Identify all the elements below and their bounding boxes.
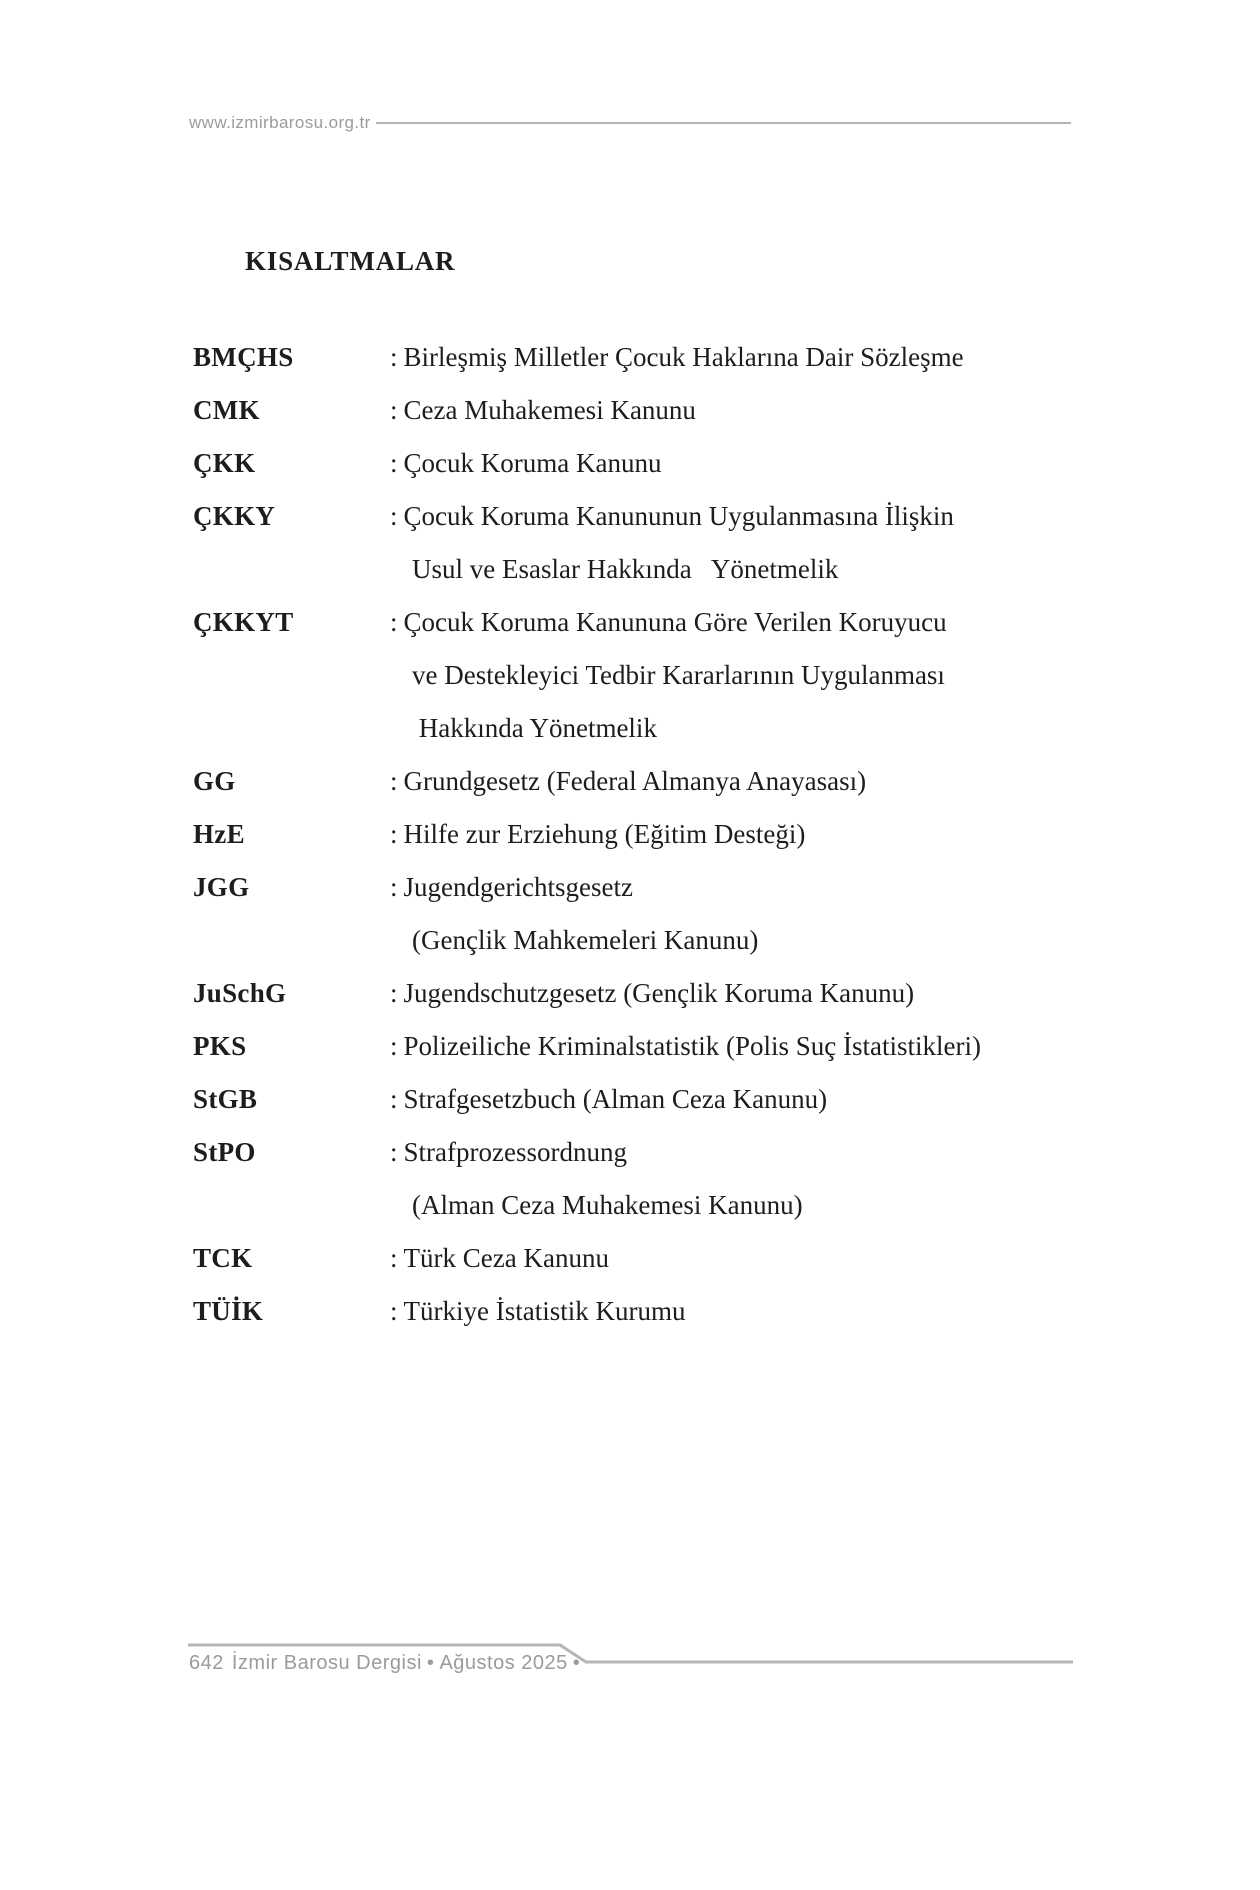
definition-line [390,490,1170,543]
colon-separator: : [390,501,398,531]
footer-page-number: 642 [189,1652,224,1674]
abbreviation-term: PKS [193,1031,247,1061]
abbreviation-row [193,596,1170,755]
abbreviation-row [193,1232,1170,1285]
colon-separator: : [390,1296,398,1326]
abbreviation-term: BMÇHS [193,342,294,372]
footer-bullet: • [426,1652,435,1674]
definition-text: Birleşmiş Milletler Çocuk Haklarına Dair Sözleşme [403,342,964,372]
definition-line [390,1285,1170,1338]
abbreviation-definition [390,1285,1170,1338]
abbreviation-term: CMK [193,395,260,425]
definition-text: Türkiye İstatistik Kurumu [403,1296,686,1326]
abbreviation-definition [390,967,1170,1020]
definition-continuation-line: ve Destekleyici Tedbir Kararlarının Uygulanması [412,660,945,690]
abbreviation-definition [390,437,1170,490]
abbreviation-row [193,808,1170,861]
abbreviation-row [193,967,1170,1020]
abbreviation-term: GG [193,766,236,796]
abbreviation-term: TÜİK [193,1296,264,1326]
abbreviation-row [193,490,1170,596]
abbreviation-definition [390,596,1170,755]
definition-text: Polizeiliche Kriminalstatistik (Polis Suç İstatistikleri) [403,1031,981,1061]
definition-text: Çocuk Koruma Kanununun Uygulanmasına İlişkin [403,501,954,531]
definition-text: Çocuk Koruma Kanununa Göre Verilen Koruyucu [403,607,947,637]
definition-line [390,755,1170,808]
page-header [189,112,1071,134]
abbreviation-definition [390,384,1170,437]
abbreviation-term: ÇKKYT [193,607,294,637]
definition-text: Jugendgerichtsgesetz [403,872,633,902]
abbreviation-definition [390,861,1170,967]
abbreviation-term: JuSchG [193,978,287,1008]
definition-text: Türk Ceza Kanunu [403,1243,609,1273]
abbreviation-row [193,1126,1170,1232]
footer-journal-name: İzmir Barosu Dergisi [231,1652,422,1674]
footer-text [189,1650,585,1676]
abbreviation-definition [390,755,1170,808]
abbreviations-list [193,331,1170,1338]
definition-line [390,808,1170,861]
definition-line [390,967,1170,1020]
header-url[interactable]: www.izmirbarosu.org.tr [189,113,371,132]
colon-separator: : [390,342,398,372]
colon-separator: : [390,1137,398,1167]
abbreviation-row [193,437,1170,490]
definition-continuation-line: Usul ve Esaslar Hakkında Yönetmelik [412,554,839,584]
definition-line [390,384,1170,437]
definition-continuation-line: Hakkında Yönetmelik [412,713,657,743]
definition-text: Hilfe zur Erziehung (Eğitim Desteği) [403,819,806,849]
abbreviation-row [193,1073,1170,1126]
abbreviation-term: JGG [193,872,250,902]
abbreviation-row [193,861,1170,967]
colon-separator: : [390,448,398,478]
definition-text: Strafgesetzbuch (Alman Ceza Kanunu) [403,1084,828,1114]
abbreviation-term: ÇKK [193,448,256,478]
abbreviation-definition [390,331,1170,384]
abbreviation-term: TCK [193,1243,253,1273]
definition-line [390,1232,1170,1285]
abbreviation-term: StPO [193,1137,256,1167]
abbreviation-row [193,384,1170,437]
definition-line [390,1073,1170,1126]
abbreviation-row [193,331,1170,384]
definition-line [390,1020,1170,1073]
abbreviation-term: ÇKKY [193,501,276,531]
colon-separator: : [390,766,398,796]
colon-separator: : [390,978,398,1008]
footer-bullet-trailing: • [572,1652,581,1674]
page-title: KISALTMALAR [245,246,456,276]
footer-issue: Ağustos 2025 [439,1652,568,1674]
abbreviation-definition [390,490,1170,596]
abbreviation-row [193,1020,1170,1073]
abbreviation-definition [390,808,1170,861]
definition-text: Jugendschutzgesetz (Gençlik Koruma Kanunu) [403,978,915,1008]
definition-text: Strafprozessordnung [403,1137,627,1167]
abbreviation-definition [390,1020,1170,1073]
definition-text: Grundgesetz (Federal Almanya Anayasası) [403,766,867,796]
definition-continuation-line: (Gençlik Mahkemeleri Kanunu) [412,925,759,955]
definition-line [390,331,1170,384]
colon-separator: : [390,819,398,849]
definition-continuation-line: (Alman Ceza Muhakemesi Kanunu) [412,1190,803,1220]
abbreviation-row [193,1285,1170,1338]
header-rule [376,122,1071,124]
definition-text: Çocuk Koruma Kanunu [403,448,662,478]
colon-separator: : [390,1031,398,1061]
abbreviation-definition [390,1126,1170,1232]
abbreviation-term: StGB [193,1084,258,1114]
definition-text: Ceza Muhakemesi Kanunu [403,395,696,425]
definition-line [390,596,1170,649]
colon-separator: : [390,1243,398,1273]
definition-line [390,861,1170,914]
abbreviation-row [193,755,1170,808]
abbreviation-term: HzE [193,819,245,849]
colon-separator: : [390,607,398,637]
page-footer [188,1643,1073,1693]
colon-separator: : [390,1084,398,1114]
definition-line [390,437,1170,490]
colon-separator: : [390,872,398,902]
abbreviation-definition [390,1232,1170,1285]
abbreviation-definition [390,1073,1170,1126]
colon-separator: : [390,395,398,425]
definition-line [390,1126,1170,1179]
